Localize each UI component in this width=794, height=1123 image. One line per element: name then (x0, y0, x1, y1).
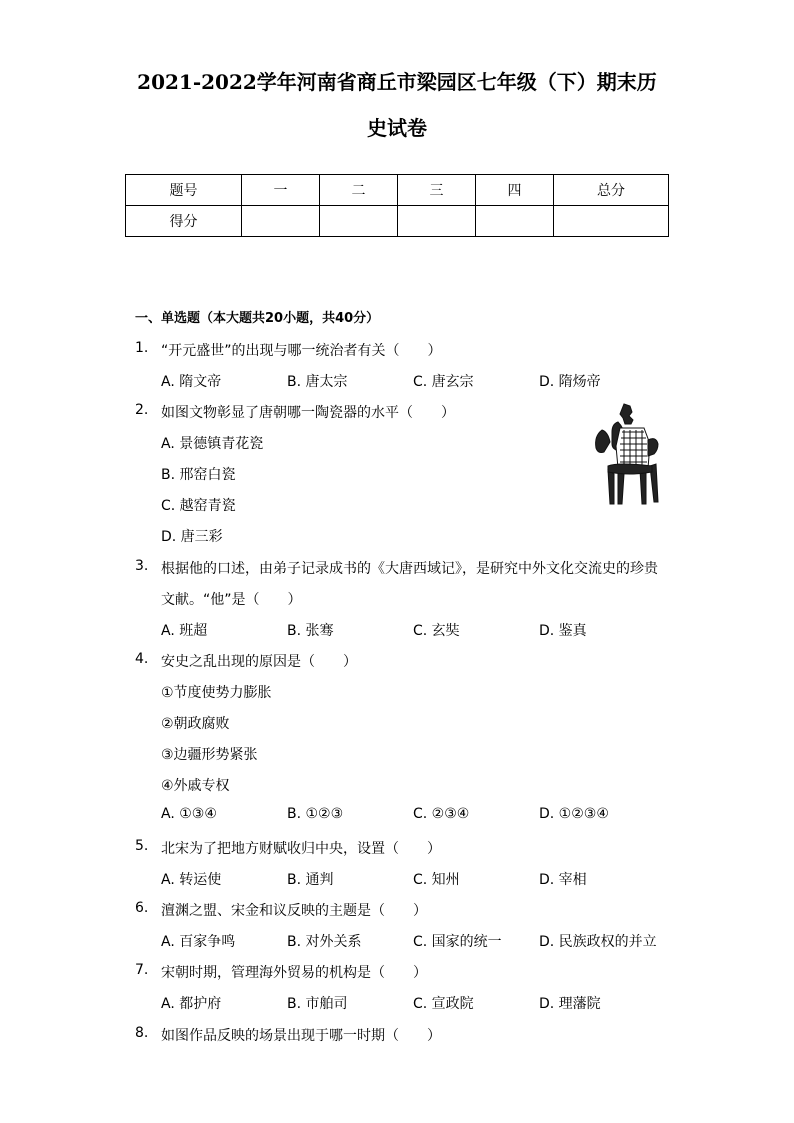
option-d: D. ①②③④ (539, 806, 609, 822)
question-number: 4. (135, 651, 149, 667)
score-cell (476, 206, 554, 237)
question-text: 根据他的口述，由弟子记录成书的《大唐西域记》，是研究中外文化交流史的珍贵 (161, 561, 658, 577)
question-number: 5. (135, 838, 149, 854)
question-number: 7. (135, 962, 149, 978)
option-a: A. 都护府 (161, 996, 222, 1012)
option-c: C. ②③④ (413, 806, 470, 822)
option-a: A. 隋文帝 (161, 374, 222, 390)
option-c: C. 越窑青瓷 (161, 498, 236, 514)
question-text: 宋朝时期，管理海外贸易的机构是（ ） (161, 965, 427, 981)
option-d: D. 隋炀帝 (539, 374, 601, 390)
option-b: B. ①②③ (287, 806, 344, 822)
option-c: C. 国家的统一 (413, 934, 502, 950)
score-header-cell: 总分 (554, 175, 669, 206)
question-number: 2. (135, 402, 149, 418)
score-table (125, 174, 669, 237)
question-text: 北宋为了把地方财赋收归中央，设置（ ） (161, 841, 441, 857)
question-text: 如图文物彰显了唐朝哪一陶瓷器的水平（ ） (161, 405, 455, 421)
score-header-cell: 四 (476, 175, 554, 206)
option-b: B. 张骞 (287, 623, 334, 639)
statement-item: ④外戚专权 (161, 778, 230, 794)
option-c: C. 知州 (413, 872, 460, 888)
statement-item: ①节度使势力膨胀 (161, 685, 272, 701)
option-a: A. 景德镇青花瓷 (161, 436, 264, 452)
option-b: B. 邢窑白瓷 (161, 467, 236, 483)
question-text-cont: 文献。“他”是（ ） (161, 592, 302, 608)
question-number: 8. (135, 1025, 149, 1041)
question-text: 安史之乱出现的原因是（ ） (161, 654, 357, 670)
score-table-row (126, 206, 669, 237)
score-cell (398, 206, 476, 237)
camel-figurine-icon (590, 400, 662, 510)
option-a: A. 转运使 (161, 872, 222, 888)
option-b: B. 对外关系 (287, 934, 362, 950)
option-d: D. 宰相 (539, 872, 587, 888)
option-b: B. 通判 (287, 872, 334, 888)
score-header-cell: 题号 (126, 175, 242, 206)
page-title-line2: 史试卷 (367, 116, 427, 140)
page-title-line1: 2021-2022学年河南省商丘市梁园区七年级（下）期末历 (137, 70, 657, 94)
option-d: D. 理藩院 (539, 996, 601, 1012)
score-cell (320, 206, 398, 237)
option-b: B. 市舶司 (287, 996, 348, 1012)
option-d: D. 民族政权的并立 (539, 934, 657, 950)
option-d: D. 鉴真 (539, 623, 587, 639)
score-header-cell: 一 (242, 175, 320, 206)
option-a: A. 班超 (161, 623, 208, 639)
option-c: C. 唐玄宗 (413, 374, 474, 390)
question-number: 3. (135, 558, 149, 574)
option-c: C. 玄奘 (413, 623, 460, 639)
option-a: A. 百家争鸣 (161, 934, 236, 950)
question-text: 如图作品反映的场景出现于哪一时期（ ） (161, 1028, 441, 1044)
question-text: 澶渊之盟、宋金和议反映的主题是（ ） (161, 903, 427, 919)
statement-item: ③边疆形势紧张 (161, 747, 258, 763)
question-number: 1. (135, 340, 149, 356)
section-heading: 一、单选题（本大题共20小题，共40分） (135, 311, 380, 326)
score-cell (242, 206, 320, 237)
score-cell (554, 206, 669, 237)
option-c: C. 宣政院 (413, 996, 474, 1012)
score-table-header-row (126, 175, 669, 206)
question-text: “开元盛世”的出现与哪一统治者有关（ ） (161, 343, 442, 359)
option-b: B. 唐太宗 (287, 374, 348, 390)
score-header-cell: 二 (320, 175, 398, 206)
score-header-cell: 三 (398, 175, 476, 206)
statement-item: ②朝政腐败 (161, 716, 230, 732)
question-number: 6. (135, 900, 149, 916)
option-d: D. 唐三彩 (161, 529, 223, 545)
score-row-label: 得分 (126, 206, 242, 237)
option-a: A. ①③④ (161, 806, 217, 822)
